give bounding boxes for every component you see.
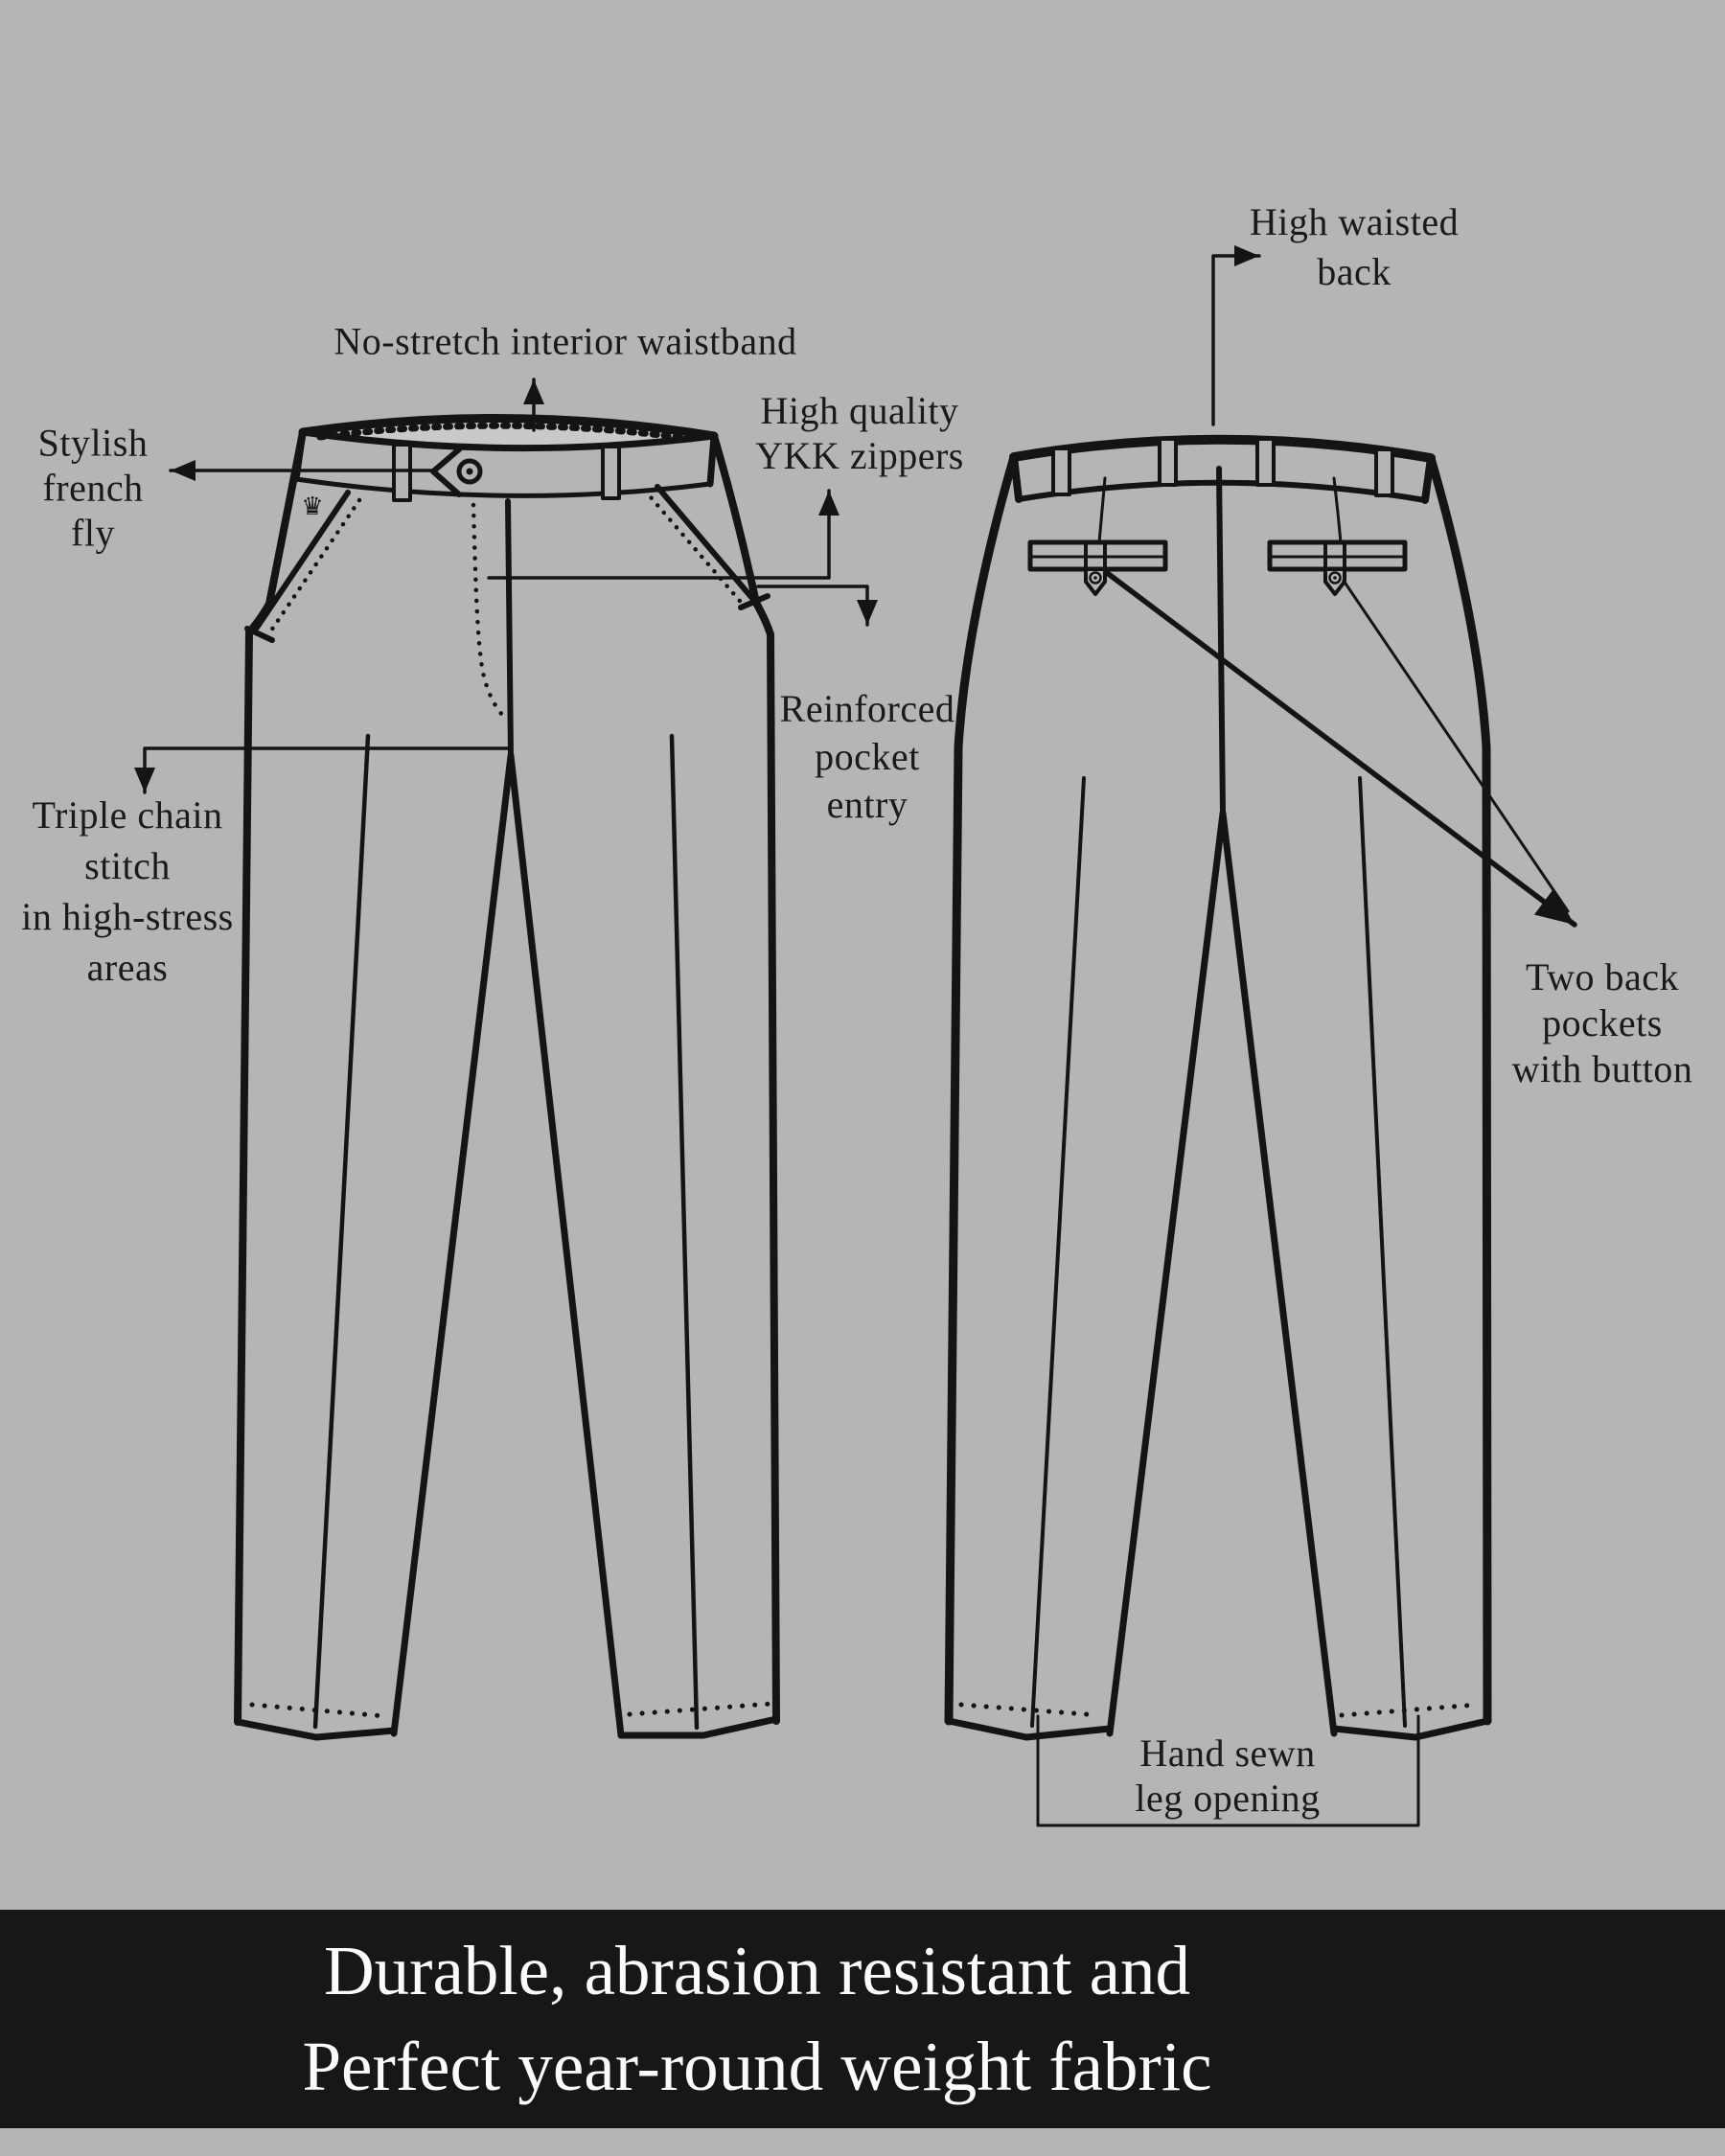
label-line: pocket [815,735,920,778]
front-hem-stitch-right [630,1704,771,1714]
back-belt-loop-1 [1053,448,1070,494]
front-trousers-drawing [238,418,776,1737]
label-high-waisted-back [1250,197,1459,297]
label-triple-chain-stitch [21,790,233,993]
french-fly-chevron [433,449,459,494]
back-belt-loop-3 [1257,439,1274,485]
front-hem-stitch-left [252,1705,385,1716]
label-line: High waisted [1249,200,1460,243]
label-line: entry [826,783,908,826]
back-hem-stitch-left [961,1705,1098,1715]
back-pocket-left [1030,542,1165,594]
label-high-quality-ykk-zippers [755,388,964,478]
label-line: fly [71,511,115,555]
leader-triple-chain-stitch [145,748,511,792]
label-line: Stylish [37,421,149,465]
banner-line-1: Durable, abrasion resistant and [323,1932,1191,2009]
back-hem-stitch-right [1342,1705,1478,1715]
back-center-seam [1219,469,1223,814]
front-center-seam [508,501,511,756]
label-line: Reinforced [779,687,955,730]
label-no-stretch-interior-waistband [334,318,796,365]
label-two-back-pockets-with-button [1512,954,1693,1092]
back-pocket-right [1270,542,1405,594]
banner-line-2: Perfect year-round weight fabric [302,2028,1212,2105]
leader-reinforced-pocket-entry [758,586,867,625]
front-belt-loop-right [603,447,619,498]
label-line: Triple chain [32,793,223,837]
label-stylish-french-fly [38,421,149,556]
label-reinforced-pocket-entry [780,685,955,829]
fabric-feature-banner [0,1910,1725,2128]
leader-back-pocket-right [1344,581,1568,911]
label-line: french [42,466,144,510]
back-trousers-drawing [949,439,1487,1737]
label-line: pockets [1542,1001,1663,1044]
label-line: back [1317,250,1392,293]
label-line: Two back [1525,955,1680,998]
label-line: areas [86,946,169,989]
label-line: leg opening [1135,1777,1321,1820]
crown-logo-icon: ♛ [301,493,324,521]
label-line: YKK zippers [755,434,964,477]
label-line: No-stretch interior waistband [334,319,797,363]
label-line: Hand sewn [1139,1732,1316,1775]
label-line: stitch [84,844,171,887]
back-belt-loop-2 [1160,439,1176,485]
label-line: with button [1511,1047,1693,1090]
fly-zipper-stitch [473,505,505,718]
label-line: High quality [760,389,959,432]
front-belt-loop-left [394,445,410,500]
back-belt-loop-4 [1376,449,1392,495]
label-hand-sewn-leg-opening [1135,1731,1320,1821]
label-line: in high-stress [21,895,234,938]
leader-back-pocket-left [1106,572,1575,925]
